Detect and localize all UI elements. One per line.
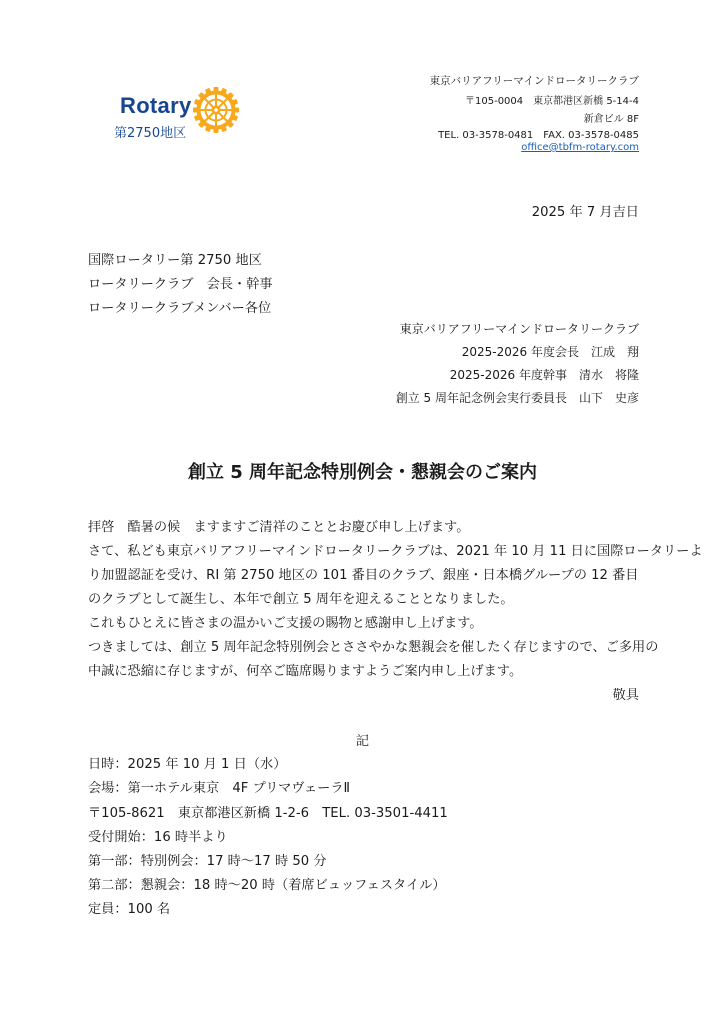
body-line: つきましては、創立 5 周年記念特別例会とささやかな懇親会を催したく存じますので、ご多用の [88, 640, 659, 655]
detail-line: 第二部：懇親会：18 時～20 時（着席ビュッフェスタイル） [88, 878, 446, 893]
letter-title: 創立 5 周年記念特別例会・懇親会のご案内 [187, 462, 538, 483]
closing-keigu: 敬具 [612, 688, 639, 703]
detail-line: 〒105-8621 東京都港区新橋 1-2-6 TEL. 03-3501-4411 [88, 806, 448, 821]
sender-tel-fax: TEL. 03-3578-0481 FAX. 03-3578-0485 [438, 130, 639, 141]
detail-line: 日時：2025 年 10 月 1 日（水） [88, 757, 287, 772]
detail-line: 定員：100 名 [88, 902, 171, 917]
rotary-wordmark: Rotary [120, 93, 192, 118]
body-line: さて、私ども東京バリアフリーマインドロータリークラブは、2021 年 10 月 11 日に国際ロータリーよ [88, 544, 703, 559]
detail-line: 第一部：特別例会：17 時～17 時 50 分 [88, 854, 327, 869]
recipient-line: 国際ロータリー第 2750 地区 [88, 253, 262, 268]
body-line: 中誠に恐縮に存じますが、何卒ご臨席賜りますようご案内申し上げます。 [88, 664, 523, 679]
detail-line: 会場：第一ホテル東京 4F プリマヴェーラⅡ [88, 781, 351, 796]
sender-email-link[interactable]: office@tbfm-rotary.com [521, 142, 639, 153]
signatory-line: 創立 5 周年記念例会実行委員長 山下 史彦 [395, 391, 639, 405]
body-line: これもひとえに皆さまの温かいご支援の賜物と感謝申し上げます。 [88, 616, 483, 631]
sender-club-name: 東京バリアフリーマインドロータリークラブ [429, 75, 639, 87]
recipient-line: ロータリークラブメンバー各位 [88, 301, 272, 316]
sender-building: 新倉ビル 8F [583, 114, 639, 125]
body-line: 拝啓 酷暑の候 ますますご清祥のこととお慶び申し上げます。 [88, 520, 470, 535]
recipient-line: ロータリークラブ 会長・幹事 [88, 277, 273, 292]
signatory-line: 2025-2026 年度会長 江成 翔 [461, 345, 639, 359]
signatory-line: 東京バリアフリーマインドロータリークラブ [399, 322, 639, 336]
body-line: り加盟認証を受け、RI 第 2750 地区の 101 番目のクラブ、銀座・日本橋グループの 12 番目 [88, 568, 639, 583]
ki-heading: 記 [355, 734, 370, 749]
rotary-wheel-icon [193, 87, 239, 133]
sender-postal-address: 〒105-0004 東京都港区新橋 5-14-4 [465, 96, 639, 107]
detail-line: 受付開始：16 時半より [88, 830, 228, 845]
body-line: のクラブとして誕生し、本年で創立 5 周年を迎えることとなりました。 [88, 592, 514, 607]
signatory-line: 2025-2026 年度幹事 清水 将隆 [449, 368, 639, 382]
letter-date: 2025 年 7 月吉日 [531, 205, 639, 220]
district-label: 第2750地区 [114, 126, 187, 141]
